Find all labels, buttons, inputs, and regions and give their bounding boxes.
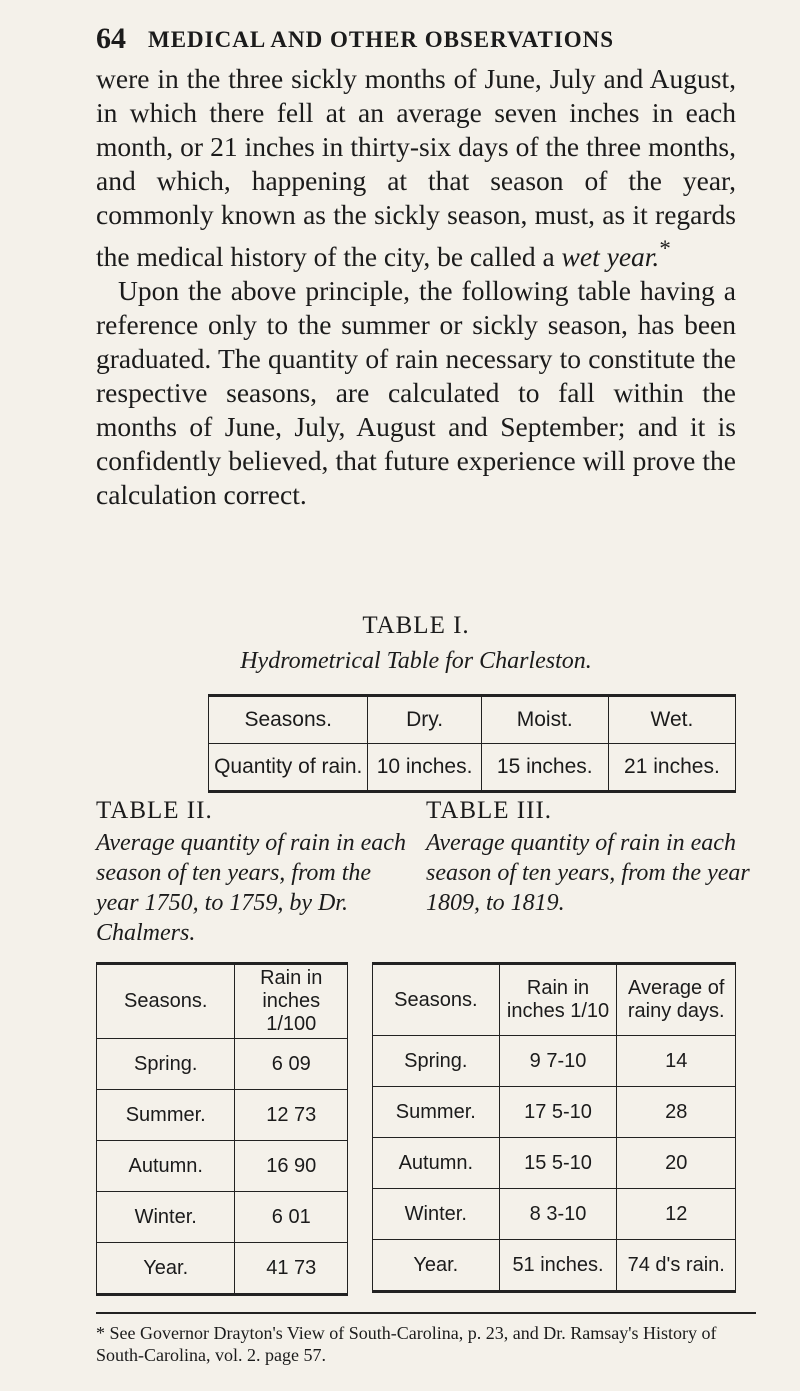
table-cell: Seasons. bbox=[97, 964, 235, 1039]
table-row bbox=[373, 1138, 736, 1189]
table-cell: Spring. bbox=[373, 1036, 500, 1087]
table-cell: 12 bbox=[617, 1189, 736, 1240]
table-cell: 15 5-10 bbox=[499, 1138, 617, 1189]
table2-caption-block bbox=[96, 796, 406, 948]
running-head: MEDICAL AND OTHER OBSERVATIONS bbox=[148, 27, 615, 52]
table3-title: TABLE III. bbox=[426, 797, 553, 824]
table-cell: Rain in inches 1/100 bbox=[235, 964, 348, 1039]
table-cell: 15 inches. bbox=[481, 744, 608, 792]
table-row bbox=[209, 696, 736, 744]
table-cell: 8 3-10 bbox=[499, 1189, 617, 1240]
paragraph-1 bbox=[96, 62, 736, 274]
table-cell: 20 bbox=[617, 1138, 736, 1189]
footnote: * See Governor Drayton's View of South-Carolina, p. 23, and Dr. Ramsay's History of South-Carolina, vol. 2. page 57. bbox=[96, 1323, 717, 1365]
table-row bbox=[97, 1141, 348, 1192]
table-cell: Spring. bbox=[97, 1039, 235, 1090]
footnote-marker: * bbox=[659, 236, 671, 261]
table3-rain-1809-1819 bbox=[372, 962, 736, 1293]
table-cell: Dry. bbox=[368, 696, 481, 744]
table-cell: 9 7-10 bbox=[499, 1036, 617, 1087]
table-row bbox=[97, 964, 348, 1039]
table2-chalmers bbox=[96, 962, 348, 1296]
table-cell: 12 73 bbox=[235, 1090, 348, 1141]
table-cell: Rain in inches 1/10 bbox=[499, 964, 617, 1036]
table3-caption-block bbox=[426, 796, 756, 918]
table-cell: 14 bbox=[617, 1036, 736, 1087]
table-cell: Average of rainy days. bbox=[617, 964, 736, 1036]
table-cell: Year. bbox=[373, 1240, 500, 1292]
table-row bbox=[97, 1039, 348, 1090]
paragraph-2: Upon the above principle, the following table having a reference only to the summer or sickly season, has been graduated. The quantity of rain necessary to constitute the respective seasons, are calculated to fall within the months of June, July, August and September; and it is confidently believed, that future experience will prove the calculation correct. bbox=[96, 275, 736, 511]
table-row bbox=[373, 964, 736, 1036]
table-cell: 21 inches. bbox=[608, 744, 735, 792]
page-header bbox=[96, 22, 736, 62]
table-cell: Wet. bbox=[608, 696, 735, 744]
footnote-divider bbox=[96, 1312, 756, 1314]
table-cell: 41 73 bbox=[235, 1243, 348, 1295]
table2-caption: Average quantity of rain in each season of ten years, from the year 1750, to 1759, by Dr. Chalmers. bbox=[96, 830, 406, 946]
table1-title: TABLE I. bbox=[362, 612, 470, 639]
table1-hydrometrical bbox=[208, 694, 736, 793]
table-cell: Quantity of rain. bbox=[209, 744, 368, 792]
paragraph-1-italic: wet year. bbox=[561, 241, 660, 273]
table-row bbox=[373, 1240, 736, 1292]
table-cell: Seasons. bbox=[209, 696, 368, 744]
table-row bbox=[97, 1090, 348, 1141]
table-cell: 17 5-10 bbox=[499, 1087, 617, 1138]
table-cell: Year. bbox=[97, 1243, 235, 1295]
table-row bbox=[373, 1189, 736, 1240]
table1-subtitle: Hydrometrical Table for Charleston. bbox=[240, 648, 592, 674]
table-cell: Autumn. bbox=[373, 1138, 500, 1189]
table2-title: TABLE II. bbox=[96, 797, 213, 824]
table-cell: Summer. bbox=[97, 1090, 235, 1141]
table-cell: Autumn. bbox=[97, 1141, 235, 1192]
table-row bbox=[373, 1087, 736, 1138]
page-number: 64 bbox=[96, 22, 126, 55]
table-row bbox=[97, 1192, 348, 1243]
table-row bbox=[97, 1243, 348, 1295]
body-text bbox=[96, 62, 736, 512]
table-cell: 6 09 bbox=[235, 1039, 348, 1090]
table-cell: Winter. bbox=[97, 1192, 235, 1243]
table-cell: 51 inches. bbox=[499, 1240, 617, 1292]
table-cell: Moist. bbox=[481, 696, 608, 744]
table-cell: 10 inches. bbox=[368, 744, 481, 792]
table-cell: Winter. bbox=[373, 1189, 500, 1240]
table-row bbox=[209, 744, 736, 792]
table-cell: Summer. bbox=[373, 1087, 500, 1138]
paragraph-1-text: were in the three sickly months of June, July and August, in which there fell at an average seven inches in each month, or 21 inches in thirty-six days of the three months, and which, happening at that season of the year, commonly known as the sickly season, must, as it regards the medical history of the city, be called a bbox=[96, 63, 736, 273]
table-cell: 74 d's rain. bbox=[617, 1240, 736, 1292]
table-cell: 6 01 bbox=[235, 1192, 348, 1243]
table-cell: 28 bbox=[617, 1087, 736, 1138]
table-cell: 16 90 bbox=[235, 1141, 348, 1192]
table3-caption: Average quantity of rain in each season of ten years, from the year 1809, to 1819. bbox=[426, 830, 750, 916]
table-cell: Seasons. bbox=[373, 964, 500, 1036]
table-row bbox=[373, 1036, 736, 1087]
